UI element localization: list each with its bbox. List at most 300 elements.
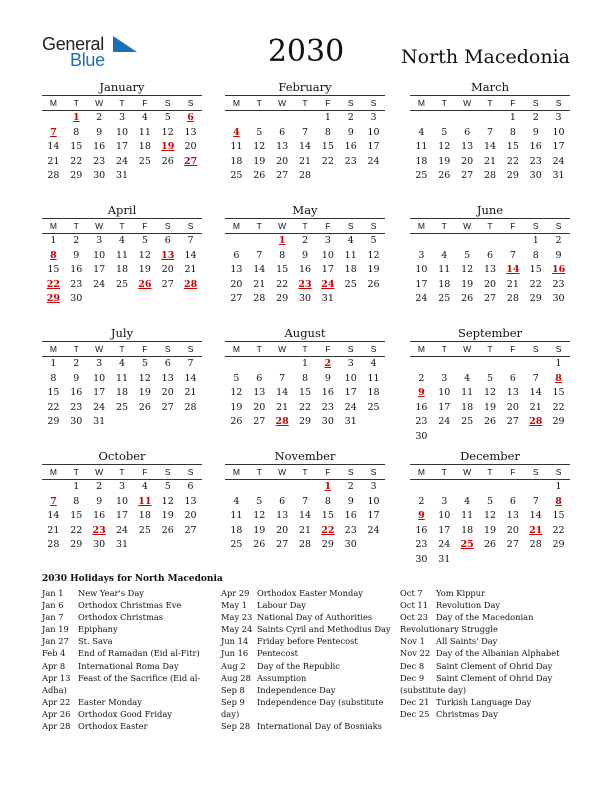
calendar-date: 25: [138, 155, 151, 167]
calendar-date: 22: [47, 401, 60, 413]
calendar-date: 4: [418, 126, 425, 138]
calendar-date: 23: [344, 155, 357, 167]
calendar-date: 14: [253, 264, 266, 275]
weekday-label: M: [410, 218, 433, 234]
weekday-label: S: [179, 218, 202, 234]
calendar-date: 16: [70, 387, 83, 398]
holiday-item: [400, 587, 570, 599]
weekday-label: S: [339, 218, 362, 234]
calendar-date: 11: [115, 372, 129, 384]
calendar-date: 10: [438, 387, 451, 398]
calendar-date: 9: [96, 495, 103, 507]
weekday-label: S: [339, 341, 362, 357]
calendar-date: 22: [276, 278, 289, 290]
calendar-date: 21: [253, 278, 266, 290]
calendar-date: 28: [47, 539, 60, 550]
calendar-date: 13: [184, 495, 197, 507]
calendar-date: 30: [415, 553, 428, 565]
holiday-name: Revolution Day: [436, 600, 501, 611]
calendar-date: 25: [138, 524, 151, 536]
holiday-date-label: Jan 6: [42, 600, 64, 611]
calendar-date: 27: [276, 539, 289, 550]
calendar-date: 8: [73, 126, 80, 138]
logo-text-general: General: [42, 34, 104, 54]
holiday-item: [42, 696, 212, 708]
calendar-date: 17: [115, 141, 129, 152]
holiday-name: Day of the Albanian Alphabet: [436, 648, 560, 659]
weekday-label: M: [410, 95, 433, 111]
calendar-date: 24: [367, 155, 380, 167]
calendar-date: 3: [324, 235, 331, 246]
calendar-date: 16: [70, 264, 83, 275]
calendar-date: 28: [47, 170, 60, 181]
weekday-label: S: [362, 464, 385, 480]
weekday-label: T: [479, 464, 502, 480]
calendar-date: 18: [230, 155, 243, 167]
calendar-date: 24: [415, 293, 428, 304]
empty-cell: [433, 357, 456, 372]
empty-cell: [248, 111, 271, 126]
holiday-date-label: Apr 26: [42, 708, 71, 719]
month-title: December: [460, 449, 520, 463]
holiday-date-label: Jan 19: [42, 624, 69, 635]
calendar-date: 12: [483, 387, 497, 398]
holiday-date: 26: [138, 278, 152, 290]
holiday-name: Epiphany: [78, 624, 118, 635]
calendar-date: 2: [555, 235, 562, 246]
month-january: [42, 80, 202, 184]
calendar-date: 27: [161, 401, 174, 413]
holiday-item: [221, 647, 391, 659]
calendar-date: 26: [367, 278, 380, 290]
holiday-column: [400, 587, 570, 720]
month-days-grid: [42, 464, 202, 553]
weekday-label: S: [547, 95, 570, 111]
holiday-name: Independence Day: [257, 684, 336, 695]
holiday-date: 28: [183, 278, 198, 290]
holiday-date: 13: [161, 249, 175, 261]
calendar-date: 20: [483, 278, 497, 290]
calendar-date: 6: [164, 358, 171, 369]
month-days-grid: [410, 341, 570, 444]
calendar-date: 14: [529, 387, 542, 398]
holiday-date-label: Apr 13: [42, 672, 71, 683]
calendar-date: 3: [441, 495, 448, 507]
calendar-date: 10: [367, 495, 380, 507]
holiday-date-label: Dec 25: [400, 708, 430, 719]
calendar-date: 28: [506, 293, 519, 304]
holiday-date: 8: [555, 495, 562, 507]
month-title: May: [292, 203, 318, 217]
calendar-date: 4: [118, 358, 126, 369]
calendar-date: 7: [486, 126, 494, 138]
calendar-date: 30: [70, 293, 83, 304]
calendar-date: 31: [438, 553, 451, 565]
calendar-date: 2: [347, 481, 354, 492]
calendar-date: 23: [70, 401, 83, 413]
calendar-date: 14: [184, 372, 197, 384]
weekday-label: F: [316, 341, 339, 357]
holiday-date: 1: [278, 235, 286, 246]
weekday-label: S: [339, 95, 362, 111]
calendar-date: 19: [138, 387, 151, 398]
holiday-date: 28: [529, 416, 543, 427]
calendar-date: 28: [529, 539, 542, 550]
weekday-label: S: [179, 464, 202, 480]
month-days-grid: [42, 218, 202, 307]
empty-cell: [42, 480, 65, 495]
calendar-date: 25: [344, 278, 357, 290]
holiday-date: 16: [551, 264, 566, 275]
calendar-date: 26: [161, 155, 174, 167]
calendar-date: 19: [253, 155, 266, 167]
calendar-date: 21: [529, 401, 542, 413]
holiday-date-label: Apr 29: [221, 588, 250, 598]
holiday-item: [221, 684, 391, 696]
calendar-date: 27: [506, 416, 519, 427]
calendar-date: 8: [324, 126, 331, 138]
calendar-date: 15: [321, 510, 334, 521]
weekday-label: S: [547, 341, 570, 357]
empty-cell: [248, 357, 271, 372]
calendar-date: 5: [164, 481, 171, 492]
calendar-date: 31: [344, 416, 357, 427]
month-title: March: [471, 80, 509, 94]
calendar-date: 28: [298, 539, 312, 550]
calendar-date: 25: [115, 278, 129, 290]
holiday-name: Orthodox Good Friday: [78, 708, 172, 719]
calendar-date: 18: [367, 387, 380, 398]
holiday-date: 7: [50, 495, 57, 507]
calendar-date: 28: [298, 170, 312, 181]
holiday-item: [221, 635, 391, 647]
calendar-date: 29: [276, 293, 289, 304]
calendar-date: 4: [347, 235, 354, 246]
empty-cell: [271, 357, 294, 372]
calendar-date: 12: [138, 249, 151, 261]
holiday-name: St. Sava: [78, 636, 113, 647]
holiday-date: 14: [506, 264, 520, 275]
calendar-date: 7: [301, 495, 309, 507]
calendar-date: 19: [438, 155, 451, 167]
calendar-date: 21: [47, 155, 60, 167]
calendar-date: 26: [161, 524, 174, 536]
calendar-date: 15: [47, 264, 60, 275]
holiday-date: 6: [187, 112, 194, 123]
calendar-date: 19: [461, 278, 474, 290]
calendar-date: 4: [233, 495, 240, 507]
calendar-date: 20: [506, 524, 519, 536]
calendar-date: 2: [418, 372, 425, 384]
calendar-date: 1: [324, 112, 331, 123]
holiday-name: End of Ramadan (Eid al-Fitr): [78, 648, 200, 659]
empty-cell: [433, 234, 456, 249]
weekday-label: S: [156, 341, 179, 357]
calendar-date: 22: [298, 401, 312, 413]
holiday-date: 23: [298, 278, 312, 290]
holiday-date-label: Apr 28: [42, 721, 71, 732]
calendar-date: 14: [184, 249, 197, 261]
weekday-label: T: [479, 218, 502, 234]
holiday-item: [42, 611, 212, 623]
calendar-date: 23: [93, 155, 106, 167]
calendar-date: 27: [506, 539, 519, 550]
holiday-date: 1: [324, 481, 332, 492]
weekday-label: T: [294, 341, 317, 357]
calendar-date: 11: [415, 141, 428, 152]
calendar-date: 30: [70, 416, 83, 427]
calendar-date: 27: [461, 170, 474, 181]
holiday-date: 22: [46, 278, 61, 290]
calendar-date: 18: [115, 264, 129, 275]
weekday-label: F: [316, 95, 339, 111]
calendar-date: 20: [253, 401, 266, 413]
holiday-date-label: Aug 28: [221, 672, 251, 683]
calendar-date: 22: [70, 524, 83, 536]
calendar-date: 22: [529, 278, 542, 290]
calendar-date: 6: [486, 249, 494, 261]
calendar-date: 1: [50, 358, 57, 369]
calendar-date: 14: [529, 510, 542, 521]
calendar-date: 2: [347, 112, 354, 123]
empty-cell: [248, 234, 271, 249]
holiday-name: Day of the Macedonian Revolutionary Struggle: [400, 612, 534, 635]
holiday-date-label: Dec 8: [400, 660, 425, 671]
holiday-date-label: Oct 11: [400, 600, 428, 611]
weekday-label: T: [294, 218, 317, 234]
calendar-date: 21: [47, 524, 60, 536]
weekday-label: T: [65, 95, 88, 111]
holiday-item: [42, 635, 212, 647]
month-april: [42, 203, 202, 307]
calendar-date: 6: [164, 235, 171, 246]
holiday-date-label: Oct 7: [400, 588, 423, 598]
weekday-label: T: [248, 218, 271, 234]
calendar-date: 8: [532, 249, 539, 261]
calendar-date: 13: [461, 141, 474, 152]
empty-cell: [501, 234, 524, 249]
calendar-date: 3: [370, 112, 377, 123]
calendar-date: 29: [529, 293, 542, 304]
calendar-date: 13: [483, 264, 497, 275]
calendar-date: 26: [253, 539, 266, 550]
logo-text-blue: Blue: [70, 50, 105, 70]
calendar-date: 29: [552, 416, 565, 427]
month-days-grid: [410, 95, 570, 184]
calendar-date: 24: [438, 539, 451, 550]
calendar-date: 15: [276, 264, 289, 275]
holiday-date-label: Apr 22: [42, 696, 71, 707]
holiday-date-label: May 24: [221, 624, 253, 635]
weekday-label: T: [479, 341, 502, 357]
holiday-date: 9: [418, 510, 425, 521]
holiday-item: [400, 696, 570, 708]
calendar-date: 2: [532, 112, 539, 123]
month-days-grid: [225, 341, 385, 430]
calendar-date: 15: [298, 387, 312, 398]
weekday-label: M: [42, 95, 65, 111]
weekday-label: M: [225, 341, 248, 357]
calendar-date: 25: [461, 416, 474, 427]
calendar-date: 17: [438, 401, 451, 413]
month-december: [410, 449, 570, 567]
holiday-name: Saint Clement of Ohrid Day (substitute day): [400, 672, 553, 695]
calendar-date: 16: [415, 524, 428, 536]
month-october: [42, 449, 202, 553]
calendar-date: 8: [324, 495, 331, 507]
calendar-date: 30: [93, 539, 106, 550]
holiday-item: [42, 647, 212, 659]
calendar-date: 16: [321, 387, 334, 398]
empty-cell: [271, 480, 294, 495]
calendar-date: 17: [367, 141, 380, 152]
calendar-date: 11: [438, 264, 451, 275]
calendar-date: 11: [230, 510, 243, 521]
calendar-date: 5: [486, 372, 494, 384]
holiday-item: [221, 660, 391, 672]
calendar-date: 31: [552, 170, 565, 181]
weekday-label: M: [225, 218, 248, 234]
empty-cell: [433, 111, 456, 126]
calendar-date: 24: [93, 401, 106, 413]
calendar-date: 3: [118, 481, 126, 492]
holiday-date-label: Sep 9: [221, 696, 245, 707]
calendar-date: 21: [298, 524, 312, 536]
calendar-date: 19: [253, 524, 266, 536]
calendar-date: 12: [253, 510, 266, 521]
calendar-date: 16: [529, 141, 542, 152]
calendar-date: 16: [415, 401, 428, 413]
holidays-title: 2030 Holidays for North Macedonia: [42, 574, 223, 584]
weekday-label: W: [88, 218, 111, 234]
calendar-date: 20: [230, 278, 243, 290]
calendar-date: 27: [184, 524, 197, 536]
holiday-item: [221, 611, 391, 623]
calendar-date: 21: [184, 264, 197, 275]
calendar-date: 4: [464, 372, 471, 384]
calendar-date: 12: [138, 372, 151, 384]
month-june: [410, 203, 570, 307]
calendar-date: 17: [552, 141, 565, 152]
calendar-date: 14: [298, 141, 312, 152]
calendar-date: 22: [70, 155, 83, 167]
calendar-date: 1: [301, 358, 309, 369]
holiday-date: 4: [233, 126, 240, 138]
calendar-date: 29: [506, 170, 519, 181]
calendar-date: 22: [506, 155, 519, 167]
calendar-date: 10: [93, 372, 106, 384]
month-july: [42, 326, 202, 430]
calendar-date: 9: [324, 372, 331, 384]
calendar-date: 9: [301, 249, 309, 261]
calendar-date: 9: [73, 249, 80, 261]
calendar-date: 7: [187, 358, 194, 369]
calendar-date: 9: [555, 249, 562, 261]
weekday-label: M: [42, 218, 65, 234]
calendar-date: 4: [441, 249, 448, 261]
weekday-label: S: [524, 464, 547, 480]
empty-cell: [248, 480, 271, 495]
calendar-date: 3: [441, 372, 448, 384]
calendar-date: 19: [138, 264, 151, 275]
empty-cell: [479, 357, 502, 372]
month-august: [225, 326, 385, 430]
holiday-item: [42, 599, 212, 611]
calendar-date: 24: [93, 278, 106, 290]
calendar-date: 13: [253, 387, 266, 398]
holiday-name: Turkish Language Day: [436, 696, 532, 707]
weekday-label: F: [316, 464, 339, 480]
holiday-item: [42, 720, 212, 732]
weekday-label: S: [362, 341, 385, 357]
calendar-date: 11: [230, 141, 243, 152]
calendar-date: 10: [415, 264, 428, 275]
holiday-date: 28: [275, 416, 289, 427]
calendar-date: 5: [256, 495, 263, 507]
calendar-date: 10: [438, 510, 451, 521]
holiday-name: Orthodox Easter Monday: [257, 588, 363, 598]
calendar-date: 24: [115, 155, 129, 167]
weekday-label: S: [362, 218, 385, 234]
calendar-date: 6: [464, 126, 471, 138]
holiday-name: National Day of Authorities: [257, 612, 373, 623]
calendar-date: 30: [298, 293, 312, 304]
holiday-date-label: Jan 1: [42, 588, 64, 598]
holiday-name: Yom Kippur: [436, 588, 486, 598]
holiday-name: Day of the Republic: [257, 660, 340, 671]
calendar-date: 17: [93, 264, 106, 275]
calendar-date: 4: [118, 235, 126, 246]
calendar-date: 27: [230, 293, 243, 304]
weekday-label: S: [362, 95, 385, 111]
calendar-date: 1: [555, 481, 562, 492]
weekday-label: T: [111, 341, 134, 357]
calendar-date: 17: [367, 510, 380, 521]
calendar-date: 7: [256, 249, 263, 261]
weekday-label: F: [133, 464, 156, 480]
calendar-date: 5: [141, 358, 148, 369]
calendar-date: 24: [552, 155, 565, 167]
calendar-date: 17: [93, 387, 106, 398]
holiday-item: [400, 599, 570, 611]
calendar-date: 15: [552, 510, 565, 521]
weekday-label: T: [433, 95, 456, 111]
holiday-item: [400, 635, 570, 647]
holiday-item: [400, 611, 570, 635]
calendar-date: 13: [161, 372, 174, 384]
weekday-label: W: [88, 341, 111, 357]
holiday-item: [42, 708, 212, 720]
calendar-date: 17: [321, 264, 334, 275]
calendar-date: 13: [276, 510, 289, 521]
calendar-date: 30: [552, 293, 565, 304]
weekday-label: T: [111, 464, 134, 480]
holiday-name: Pentecost: [257, 648, 298, 659]
calendar-date: 8: [509, 126, 516, 138]
calendar-date: 15: [70, 510, 83, 521]
calendar-date: 3: [370, 481, 377, 492]
calendar-date: 22: [321, 155, 334, 167]
calendar-date: 30: [93, 170, 106, 181]
calendar-date: 20: [184, 141, 197, 152]
calendar-date: 3: [418, 249, 425, 261]
calendar-date: 20: [276, 524, 289, 536]
calendar-date: 19: [161, 510, 174, 521]
calendar-date: 13: [506, 387, 519, 398]
weekday-label: W: [456, 341, 479, 357]
weekday-label: M: [225, 464, 248, 480]
weekday-label: T: [248, 95, 271, 111]
